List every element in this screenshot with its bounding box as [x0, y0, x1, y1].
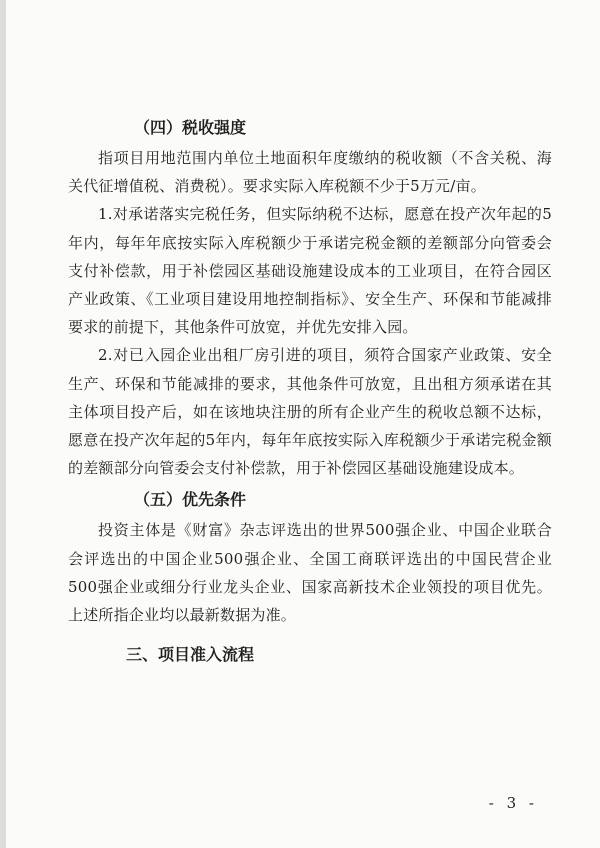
page-number: - 3 -: [488, 794, 538, 812]
paragraph-tax-rule-1: 1.对承诺落实完税任务，但实际纳税不达标，愿意在投产次年起的5年内，每年年底按实际入库税额少于承诺完税金额的差额部分向管委会支付补偿款，用于补偿园区基础设施建设成本的工业项目，在符合园区产业政策、《工业项目建设用地控制指标》、安全生产、环保和节能减排要求的前提下，其他条件可放宽，并优先安排入园。: [68, 205, 552, 337]
paragraph-tax-rule-2: 2.对已入园企业出租厂房引进的项目，须符合国家产业政策、安全生产、环保和节能减排的要求，其他条件可放宽，且出租方须承诺在其主体项目投产后，如在该地块注册的所有企业产生的税收总额不达标，愿意在投产次年起的5年内，每年年底按实际入库税额少于承诺完税金额的差额部分向管委会支付补偿款，用于补偿园区基础设施建设成本。: [68, 346, 552, 478]
section-heading-tax-intensity: （四）税收强度: [134, 118, 247, 137]
section-heading-process: 三、项目准入流程: [126, 645, 255, 665]
paragraph-priority: 投资主体是《财富》杂志评选出的世界500强企业、中国企业联合会评选出的中国企业500强企业、全国工商联评选出的中国民营企业500强企业或细分行业龙头企业、国家高新技术企业领投的项目优先。上述所指企业均以最新数据为准。: [68, 521, 552, 625]
document-body: [68, 112, 552, 671]
section-heading-priority: （五）优先条件: [134, 490, 247, 510]
paragraph-tax-definition: 指项目用地范围内单位土地面积年度缴纳的税收额（不含关税、海关代征增值税、消费税）。要求实际入库税额不少于5万元/亩。: [68, 149, 552, 196]
